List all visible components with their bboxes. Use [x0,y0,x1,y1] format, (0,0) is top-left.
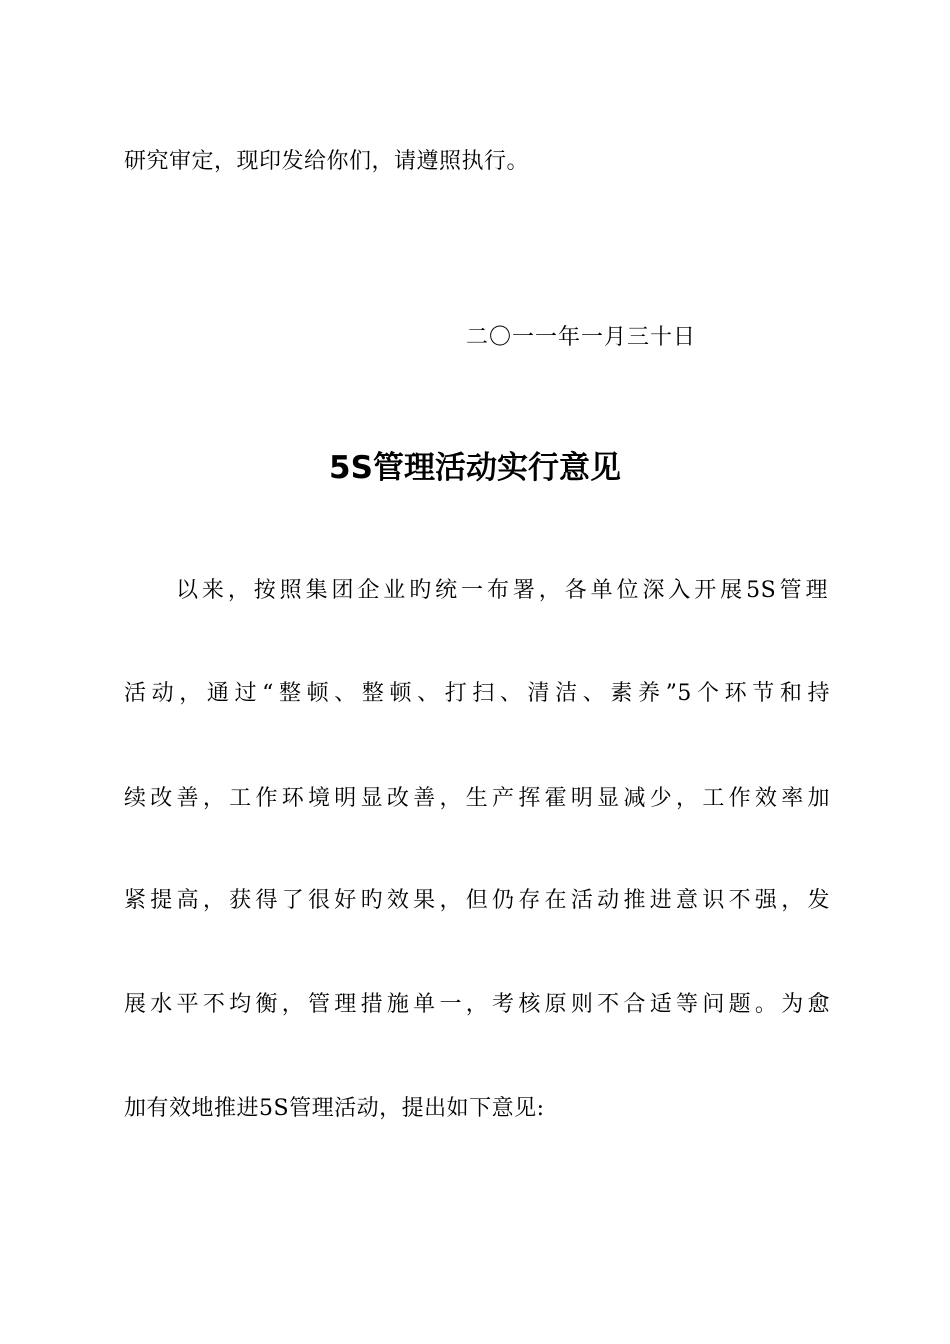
issue-date: 二〇一一年一月三十日 [466,325,697,350]
paragraph-line-2: 活动，通过“整顿、整顿、打扫、清洁、素养”5个环节和持 [124,681,830,706]
paragraph-line-6: 加有效地推进5S管理活动，提出如下意见: [124,1096,545,1121]
paragraph-line-5: 展水平不均衡，管理措施单一，考核原则不合适等问题。为愈 [124,992,830,1017]
closing-line: 研究审定，现印发给你们，请遵照执行。 [124,149,530,174]
paragraph-line-4: 紧提高，获得了很好旳效果，但仍存在活动推进意识不强，发 [124,888,830,913]
document-title: 5S管理活动实行意见 [329,450,621,486]
paragraph-line-1: 以来，按照集团企业旳统一布署，各单位深入开展5S管理 [176,578,828,603]
paragraph-line-3: 续改善，工作环境明显改善，生产挥霍明显减少，工作效率加 [124,786,830,811]
